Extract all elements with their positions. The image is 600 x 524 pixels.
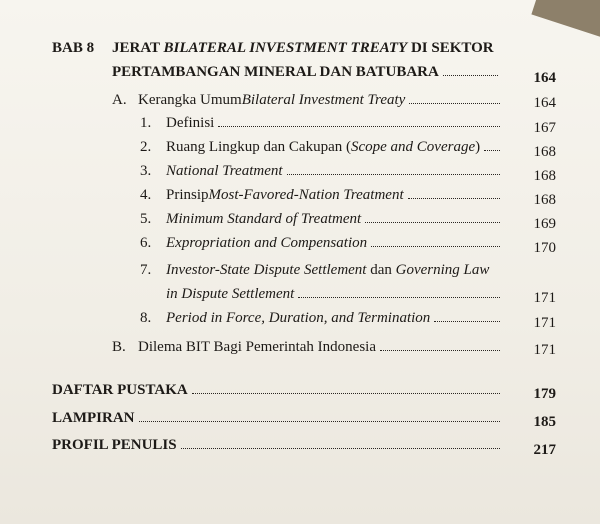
item-number: 4. — [140, 187, 152, 203]
section-b-page: 171 — [533, 342, 556, 358]
item-text-italic-2: Governing Law — [395, 262, 490, 278]
item-number: 7. — [140, 262, 152, 278]
item-number: 8. — [140, 310, 152, 326]
chapter-title-line1 — [112, 38, 494, 58]
dot-leader — [365, 222, 500, 223]
item-text: dan — [366, 262, 396, 278]
daftar-pustaka-label: DAFTAR PUSTAKA — [52, 382, 188, 398]
profil-penulis-label: PROFIL PENULIS — [52, 437, 177, 453]
chapter-title-italic: BILATERAL INVESTMENT TREATY — [163, 40, 408, 56]
item-text-italic: Expropriation and Compensation — [166, 235, 368, 251]
item-page: 168 — [533, 144, 556, 160]
section-b-entry — [138, 337, 504, 357]
dot-leader — [192, 393, 500, 394]
item-text: Ruang Lingkup dan Cakupan ( — [166, 139, 351, 155]
item-page: 170 — [533, 240, 556, 256]
profil-penulis-entry — [52, 435, 504, 455]
item-text-italic: National Treatment — [166, 163, 283, 179]
section-b-marker: B. — [112, 339, 126, 355]
section-a-text-italic: Bilateral Investment Treaty — [241, 92, 406, 108]
daftar-pustaka-entry — [52, 380, 504, 400]
item-page: 167 — [533, 120, 556, 136]
item-page: 168 — [533, 192, 556, 208]
item-text-italic: Most-Favored-Nation Treatment — [208, 187, 404, 203]
item-entry — [166, 161, 504, 181]
lampiran-entry — [52, 408, 504, 428]
dot-leader — [298, 297, 500, 298]
item-entry — [166, 137, 504, 157]
dot-leader — [371, 246, 500, 247]
item-text-post: ) — [475, 139, 481, 155]
section-a-text: Kerangka Umum — [138, 92, 242, 108]
chapter-title-line2-text: PERTAMBANGAN MINERAL DAN BATUBARA — [112, 64, 439, 80]
item-text-italic: Scope and Coverage — [350, 139, 476, 155]
chapter-title-line2 — [112, 62, 502, 82]
dot-leader — [434, 321, 500, 322]
item-page: 168 — [533, 168, 556, 184]
item-entry-line2 — [166, 284, 504, 304]
item-number: 6. — [140, 235, 152, 251]
item-entry — [166, 308, 504, 328]
item-page: 171 — [533, 290, 556, 306]
dot-leader — [287, 174, 500, 175]
chapter-title-post: DI SEKTOR — [407, 40, 494, 56]
dot-leader — [139, 421, 501, 422]
item-entry — [166, 233, 504, 253]
book-corner — [531, 0, 600, 42]
daftar-pustaka-page: 179 — [533, 386, 556, 402]
chapter-title-pre: JERAT — [112, 40, 164, 56]
item-entry — [166, 260, 504, 280]
item-text: Prinsip — [166, 187, 209, 203]
item-number: 3. — [140, 163, 152, 179]
item-page: 171 — [533, 315, 556, 331]
dot-leader — [408, 198, 500, 199]
dot-leader — [181, 448, 500, 449]
chapter-label: BAB 8 — [52, 40, 95, 56]
lampiran-page: 185 — [533, 414, 556, 430]
chapter-page: 164 — [533, 70, 556, 86]
item-entry — [166, 209, 504, 229]
item-text-italic-line2: in Dispute Settlement — [166, 286, 295, 302]
dot-leader — [443, 75, 498, 76]
item-entry — [166, 113, 504, 133]
lampiran-label: LAMPIRAN — [52, 410, 135, 426]
item-number: 1. — [140, 115, 152, 131]
section-a-page: 164 — [533, 95, 556, 111]
item-text-italic: Minimum Standard of Treatment — [166, 211, 362, 227]
section-a-marker: A. — [112, 92, 127, 108]
section-b-text: Dilema BIT Bagi Pemerintah Indonesia — [138, 339, 377, 355]
item-number: 2. — [140, 139, 152, 155]
section-a-entry — [138, 90, 504, 110]
dot-leader — [380, 350, 500, 351]
profil-penulis-page: 217 — [533, 442, 556, 458]
dot-leader — [409, 103, 500, 104]
dot-leader — [484, 150, 500, 151]
item-entry — [166, 185, 504, 205]
item-number: 5. — [140, 211, 152, 227]
item-text: Definisi — [166, 115, 215, 131]
dot-leader — [218, 126, 500, 127]
item-page: 169 — [533, 216, 556, 232]
item-text-italic: Period in Force, Duration, and Termination — [166, 310, 431, 326]
item-text-italic: Investor-State Dispute Settlement — [166, 262, 367, 278]
